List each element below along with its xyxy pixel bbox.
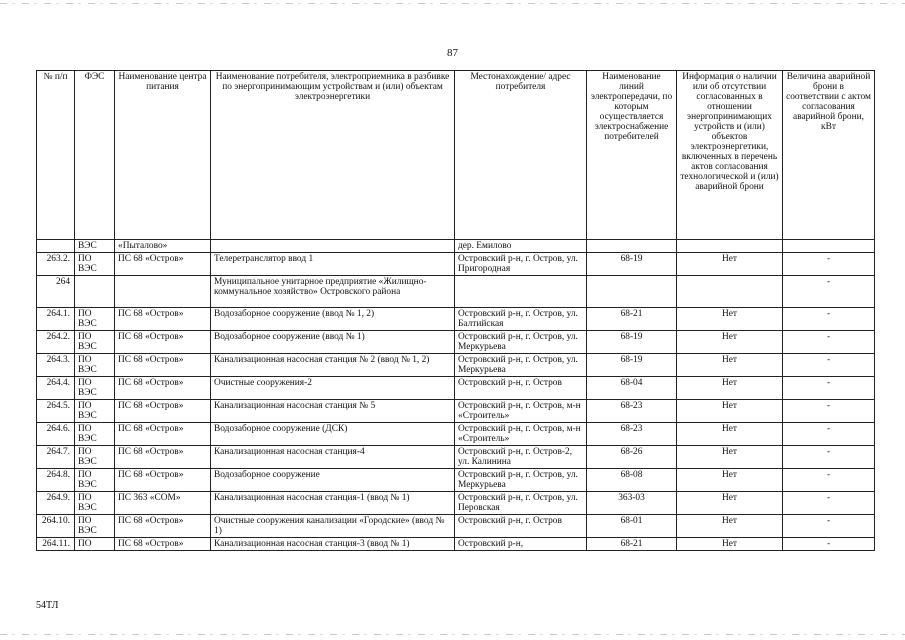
cell-fes: ПО ВЭС (75, 354, 115, 377)
table-row (37, 253, 875, 276)
cell-address: Островский р-н, г. Остров, ул. Балтийская (455, 308, 587, 331)
table-row (37, 377, 875, 400)
cell-reserve-value: - (783, 400, 875, 423)
table-row (37, 240, 875, 253)
page-number: 87 (447, 47, 458, 59)
cell-fes (75, 276, 115, 308)
cell-agreement-info: Нет (677, 492, 783, 515)
cell-number: 264.10. (37, 515, 75, 538)
scan-artifact-bottom (0, 634, 905, 635)
cell-consumer: Очистные сооружения канализации «Городские» (ввод № 1) (211, 515, 455, 538)
cell-power-center: ПС 68 «Остров» (115, 377, 211, 400)
cell-number: 264 (37, 276, 75, 308)
cell-fes: ПО ВЭС (75, 308, 115, 331)
cell-address (455, 276, 587, 308)
cell-reserve-value: - (783, 469, 875, 492)
cell-power-center: ПС 68 «Остров» (115, 446, 211, 469)
cell-fes: ПО (75, 538, 115, 551)
table-row (37, 423, 875, 446)
table-row (37, 400, 875, 423)
cell-power-line: 68-08 (587, 469, 677, 492)
cell-power-line: 68-23 (587, 423, 677, 446)
cell-address: Островский р-н, г. Остров-2, ул. Калинина (455, 446, 587, 469)
cell-power-line: 68-19 (587, 354, 677, 377)
table-row (37, 354, 875, 377)
cell-agreement-info (677, 240, 783, 253)
cell-number: 264.11. (37, 538, 75, 551)
cell-agreement-info: Нет (677, 354, 783, 377)
cell-agreement-info: Нет (677, 538, 783, 551)
cell-power-line: 68-23 (587, 400, 677, 423)
cell-consumer: Канализационная насосная станция-4 (211, 446, 455, 469)
cell-address: дер. Емилово (455, 240, 587, 253)
cell-address: Островский р-н, г. Остров, ул. Меркурьева (455, 331, 587, 354)
cell-agreement-info: Нет (677, 469, 783, 492)
cell-power-center: ПС 68 «Остров» (115, 423, 211, 446)
header-fes: ФЭС (75, 71, 115, 240)
cell-number: 264.7. (37, 446, 75, 469)
cell-consumer: Водозаборное сооружение (ввод № 1) (211, 331, 455, 354)
cell-reserve-value: - (783, 492, 875, 515)
cell-power-line: 68-21 (587, 308, 677, 331)
cell-power-center: ПС 68 «Остров» (115, 331, 211, 354)
cell-consumer: Канализационная насосная станция-1 (ввод № 1) (211, 492, 455, 515)
cell-reserve-value: - (783, 308, 875, 331)
cell-number: 264.1. (37, 308, 75, 331)
footer-code: 54ТЛ (36, 600, 59, 611)
cell-consumer: Телеретранслятор ввод 1 (211, 253, 455, 276)
header-consumer: Наименование потребителя, электроприемника в разбивке по энергопринимающим устройствам и (или) объектам электроэнергетики (211, 71, 455, 240)
cell-fes: ПО ВЭС (75, 253, 115, 276)
cell-power-center: ПС 68 «Остров» (115, 538, 211, 551)
cell-power-center: ПС 68 «Остров» (115, 469, 211, 492)
header-address: Местонахождение/ адрес потребителя (455, 71, 587, 240)
cell-number: 263.2. (37, 253, 75, 276)
cell-address: Островский р-н, г. Остров, ул. Пригородная (455, 253, 587, 276)
cell-fes: ПО ВЭС (75, 446, 115, 469)
cell-agreement-info (677, 276, 783, 308)
cell-power-line (587, 240, 677, 253)
cell-power-center (115, 276, 211, 308)
cell-power-center: ПС 68 «Остров» (115, 253, 211, 276)
cell-power-line: 68-01 (587, 515, 677, 538)
cell-address: Островский р-н, г. Остров (455, 377, 587, 400)
table-row (37, 276, 875, 308)
table-header-row (37, 71, 875, 240)
table-row (37, 538, 875, 551)
cell-number: 264.5. (37, 400, 75, 423)
cell-number: 264.3. (37, 354, 75, 377)
cell-reserve-value: - (783, 515, 875, 538)
cell-reserve-value: - (783, 423, 875, 446)
cell-address: Островский р-н, г. Остров, ул. Меркурьева (455, 354, 587, 377)
cell-consumer: Водозаборное сооружение (211, 469, 455, 492)
cell-power-center: ПС 68 «Остров» (115, 354, 211, 377)
header-agreement-info: Информация о наличии или об отсутствии согласованных в отношении энергопринимающих устройств и (или) объектов электроэнергетики, включенных в перечень актов согласования технологической и (или) аварийной брони (677, 71, 783, 240)
cell-power-line: 68-21 (587, 538, 677, 551)
cell-reserve-value: - (783, 446, 875, 469)
cell-agreement-info: Нет (677, 515, 783, 538)
cell-number: 264.8. (37, 469, 75, 492)
cell-address: Островский р-н, г. Остров, ул. Перовская (455, 492, 587, 515)
cell-number: 264.6. (37, 423, 75, 446)
cell-agreement-info: Нет (677, 308, 783, 331)
cell-number: 264.2. (37, 331, 75, 354)
cell-address: Островский р-н, г. Остров, м-н «Строитель» (455, 423, 587, 446)
cell-consumer: Водозаборное сооружение (ДСК) (211, 423, 455, 446)
cell-power-line: 363-03 (587, 492, 677, 515)
cell-reserve-value: - (783, 331, 875, 354)
cell-address: Островский р-н, г. Остров, м-н «Строитель» (455, 400, 587, 423)
table-row (37, 446, 875, 469)
cell-fes: ПО ВЭС (75, 423, 115, 446)
table-row (37, 492, 875, 515)
cell-reserve-value: - (783, 253, 875, 276)
cell-fes: ПО ВЭС (75, 469, 115, 492)
table-row (37, 515, 875, 538)
table-body (37, 240, 875, 551)
cell-power-line: 68-19 (587, 331, 677, 354)
cell-consumer: Канализационная насосная станция-3 (ввод № 1) (211, 538, 455, 551)
cell-agreement-info: Нет (677, 253, 783, 276)
header-reserve-value: Величина аварийной брони в соответствии с актом согласования аварийной брони, кВт (783, 71, 875, 240)
cell-power-line: 68-04 (587, 377, 677, 400)
cell-reserve-value (783, 240, 875, 253)
cell-number: 264.4. (37, 377, 75, 400)
cell-reserve-value: - (783, 354, 875, 377)
header-power-line: Наименование линий электропередачи, по которым осуществляется электроснабжение потребителей (587, 71, 677, 240)
cell-reserve-value: - (783, 276, 875, 308)
scan-artifact-top (0, 3, 905, 4)
cell-consumer (211, 240, 455, 253)
cell-power-center: ПС 363 «СОМ» (115, 492, 211, 515)
cell-fes: ПО ВЭС (75, 377, 115, 400)
cell-agreement-info: Нет (677, 423, 783, 446)
cell-address: Островский р-н, (455, 538, 587, 551)
table-row (37, 331, 875, 354)
table-row (37, 469, 875, 492)
header-power-center: Наименование центра питания (115, 71, 211, 240)
cell-consumer: Канализационная насосная станция № 2 (ввод № 1, 2) (211, 354, 455, 377)
cell-reserve-value: - (783, 538, 875, 551)
cell-fes: ВЭС (75, 240, 115, 253)
table-row (37, 308, 875, 331)
cell-consumer: Канализационная насосная станция № 5 (211, 400, 455, 423)
cell-address: Островский р-н, г. Остров, ул. Меркурьева (455, 469, 587, 492)
cell-agreement-info: Нет (677, 446, 783, 469)
cell-power-center: «Пыталово» (115, 240, 211, 253)
cell-number (37, 240, 75, 253)
cell-fes: ПО ВЭС (75, 400, 115, 423)
cell-address: Островский р-н, г. Остров (455, 515, 587, 538)
cell-power-center: ПС 68 «Остров» (115, 308, 211, 331)
cell-reserve-value: - (783, 377, 875, 400)
cell-fes: ПО ВЭС (75, 331, 115, 354)
cell-agreement-info: Нет (677, 400, 783, 423)
cell-consumer: Водозаборное сооружение (ввод № 1, 2) (211, 308, 455, 331)
cell-number: 264.9. (37, 492, 75, 515)
cell-fes: ПО ВЭС (75, 492, 115, 515)
cell-power-line: 68-19 (587, 253, 677, 276)
cell-agreement-info: Нет (677, 331, 783, 354)
cell-agreement-info: Нет (677, 377, 783, 400)
cell-consumer: Очистные сооружения-2 (211, 377, 455, 400)
cell-power-center: ПС 68 «Остров» (115, 400, 211, 423)
cell-consumer: Муниципальное унитарное предприятие «Жилищно-коммунальное хозяйство» Островского района (211, 276, 455, 308)
header-number: № п/п (37, 71, 75, 240)
cell-power-line (587, 276, 677, 308)
cell-fes: ПО ВЭС (75, 515, 115, 538)
consumer-table (36, 70, 875, 551)
cell-power-center: ПС 68 «Остров» (115, 515, 211, 538)
cell-power-line: 68-26 (587, 446, 677, 469)
